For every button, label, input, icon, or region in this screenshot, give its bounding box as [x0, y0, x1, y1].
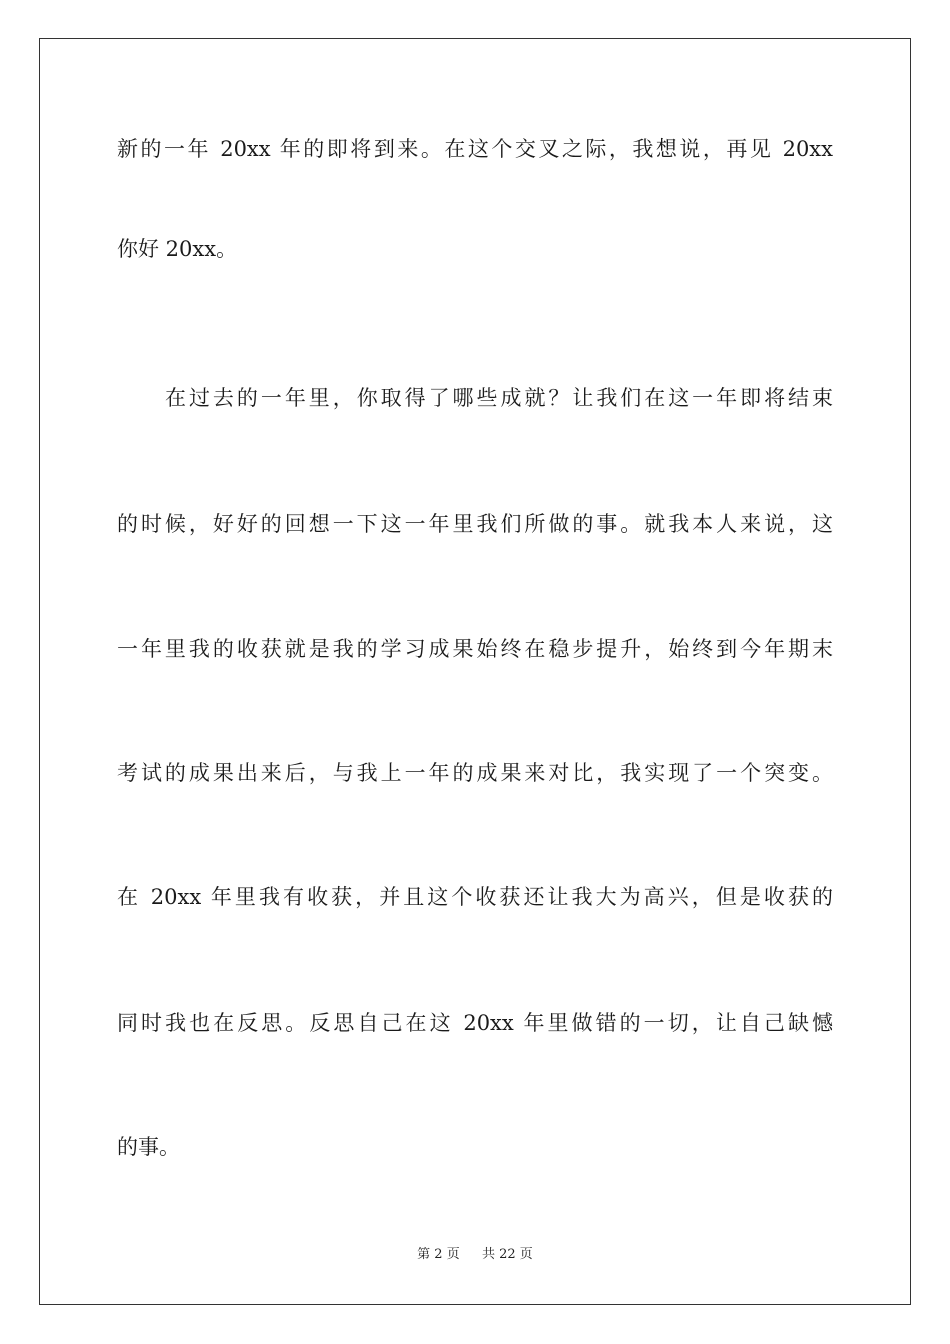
- text-line-3: 在过去的一年里，你取得了哪些成就？让我们在这一年即将结束: [165, 386, 833, 410]
- text-line-4: 的时候，好好的回想一下这一年里我们所做的事。就我本人来说，这: [117, 512, 833, 536]
- text-line-5: 一年里我的收获就是我的学习成果始终在稳步提升，始终到今年期末: [117, 637, 833, 661]
- text-line-9: 的事。: [117, 1135, 180, 1159]
- page-footer: [0, 1246, 950, 1264]
- text-line-7: 在 20xx 年里我有收获，并且这个收获还让我大为高兴，但是收获的: [117, 885, 833, 909]
- text-line-6: 考试的成果出来后，与我上一年的成果来对比，我实现了一个突变。: [117, 761, 833, 785]
- page-total: 共 22 页: [482, 1247, 533, 1262]
- page-border: [39, 38, 911, 1305]
- text-line-2: 你好 20xx。: [117, 237, 238, 261]
- text-line-8: 同时我也在反思。反思自己在这 20xx 年里做错的一切，让自己缺憾: [117, 1011, 833, 1035]
- text-line-1: 新的一年 20xx 年的即将到来。在这个交叉之际，我想说，再见 20xx: [117, 137, 833, 161]
- page-number: 第 2 页: [417, 1247, 460, 1262]
